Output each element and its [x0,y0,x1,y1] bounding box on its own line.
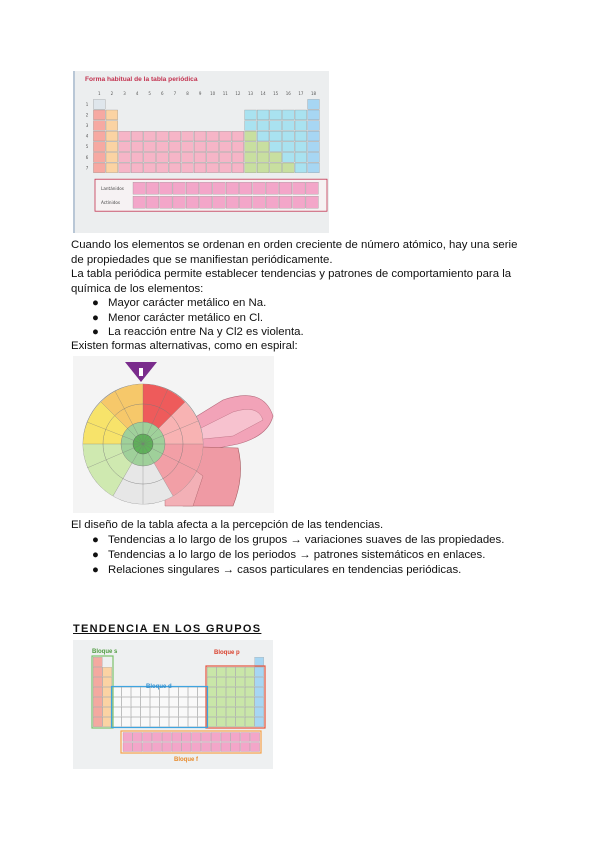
list-item-text: Menor carácter metálico en Cl. [108,312,264,324]
period-number: 5 [85,144,89,150]
element-cell [270,110,282,120]
element-cell [179,707,188,716]
element-cell [188,687,197,696]
group-number: 17 [298,91,304,96]
element-cell [169,131,181,141]
element-cell [306,196,319,208]
element-cell [156,131,168,141]
element-cell [179,687,188,696]
element-cell [293,182,306,194]
element-cell [123,733,132,742]
element-cell [250,743,259,752]
paragraph-trends: La tabla periódica permite establecer tendencias y patrones de comportamiento para la química de los elementos: [71,268,512,295]
group-number: 8 [186,91,189,96]
element-cell [245,677,254,686]
element-cell [201,733,210,742]
element-cell [211,743,220,752]
element-cell [103,677,112,686]
element-cell [236,707,245,716]
element-cell [255,707,264,716]
block-s-label: Bloque s [92,649,118,655]
element-cell [103,697,112,706]
element-cell [219,152,231,162]
element-cell [270,142,282,152]
element-cell [93,657,102,666]
element-cell [245,717,254,726]
periodic-blocks-graphic [73,640,273,769]
element-cell [295,131,307,141]
period-number: 1 [85,101,89,107]
element-cell [266,182,279,194]
element-cell [308,142,320,152]
element-cell [112,697,121,706]
element-cell [198,697,207,706]
element-cell [144,131,156,141]
element-cell [245,152,257,162]
element-cell [143,733,152,742]
element-cell [152,743,161,752]
element-cell [255,667,264,676]
element-cell [231,743,240,752]
element-cell [179,697,188,706]
element-cell [236,697,245,706]
element-cell [106,142,118,152]
element-cell [213,196,226,208]
element-cell [172,733,181,742]
element-cell [119,163,131,173]
element-cell [141,707,150,716]
period-number: 2 [85,112,89,118]
element-cell [219,131,231,141]
element-cell [257,121,269,131]
element-cell [169,142,181,152]
element-cell [123,743,132,752]
bullet-icon: ● [92,534,99,546]
element-cell [162,733,171,742]
element-cell [221,733,230,742]
element-cell [236,717,245,726]
element-cell [182,163,194,173]
element-cell [255,657,264,666]
element-cell [308,121,320,131]
element-cell [106,110,118,120]
element-cell [201,743,210,752]
element-cell [200,196,213,208]
element-cell [295,110,307,120]
element-cell [112,687,121,696]
lanthanides-label: Lantánidos [101,186,124,192]
element-cell [144,163,156,173]
group-number: 12 [235,91,241,96]
element-cell [103,707,112,716]
element-cell [93,717,102,726]
element-cell [131,687,140,696]
group-number: 10 [210,91,216,96]
element-cell [162,743,171,752]
element-cell [194,142,206,152]
element-cell [306,182,319,194]
element-cell [156,142,168,152]
element-cell [156,152,168,162]
group-number: 2 [110,91,114,96]
element-cell [169,697,178,706]
bullet-icon: ● [92,564,99,576]
element-cell [188,697,197,706]
element-cell [119,131,131,141]
element-cell [282,152,294,162]
element-cell [93,152,105,162]
element-cell [198,707,207,716]
element-cell [179,717,188,726]
element-cell [245,121,257,131]
periodic-table-image [73,71,329,233]
element-cell [255,677,264,686]
element-cell [150,707,159,716]
element-cell [241,733,250,742]
element-cell [257,142,269,152]
element-cell [253,196,266,208]
element-cell [192,733,201,742]
element-cell [255,697,264,706]
element-cell [182,152,194,162]
paragraph-design: El diseño de la tabla afecta a la percepción de las tendencias. [71,519,384,531]
bullet-icon: ● [92,312,99,324]
element-cell [239,196,252,208]
bullet-icon: ● [92,326,99,338]
period-number: 6 [85,154,89,160]
element-cell [282,121,294,131]
element-cell [160,707,169,716]
element-cell [207,131,219,141]
element-cell [133,733,142,742]
element-cell [93,163,105,173]
element-cell [133,182,146,194]
element-cell [257,131,269,141]
group-number: 3 [123,91,126,96]
element-cell [217,687,226,696]
element-cell [217,667,226,676]
element-cell [133,743,142,752]
bullet-icon: ● [92,297,99,309]
element-cell [308,131,320,141]
element-cell [257,152,269,162]
element-cell [182,743,191,752]
element-cell [270,121,282,131]
list-item-text: Tendencias a lo largo de los grupos → variaciones suaves de las propiedades. [108,534,505,546]
list-item-text: Relaciones singulares → casos particulares en tendencias periódicas. [108,564,462,576]
element-cell [106,152,118,162]
element-cell [226,717,235,726]
element-cell [186,182,199,194]
period-number: 3 [85,123,89,128]
group-number: 5 [148,91,151,96]
element-cell [253,182,266,194]
element-cell [200,182,213,194]
element-cell [131,152,143,162]
element-cell [236,667,245,676]
group-number: 15 [273,91,279,96]
element-cell [207,687,216,696]
spiral-table-graphic [73,356,274,513]
element-cell [270,152,282,162]
element-cell [207,152,219,162]
element-cell [241,743,250,752]
element-cell [106,121,118,131]
element-cell [182,142,194,152]
group-number: 18 [310,91,317,96]
group-number: 7 [173,91,177,96]
group-number: 11 [222,91,228,96]
element-cell [169,707,178,716]
element-cell [295,121,307,131]
group-number: 4 [135,91,139,96]
element-cell [188,707,197,716]
element-cell [112,717,121,726]
element-cell [217,717,226,726]
element-cell [245,667,254,676]
paragraph-periodicity: Cuando los elementos se ordenan en orden creciente de número atómico, hay una serie de propiedades que se manifiestan periódicamente. [71,239,518,266]
element-cell [232,163,244,173]
element-cell [207,677,216,686]
element-cell [282,131,294,141]
element-cell [93,142,105,152]
element-cell [282,142,294,152]
group-number: 16 [285,91,291,96]
element-cell [169,152,181,162]
element-cell [295,152,307,162]
list-item-text: Tendencias a lo largo de los periodos → patrones sistemáticos en enlaces. [108,549,486,561]
element-cell [257,163,269,173]
element-cell [173,196,186,208]
element-cell [217,677,226,686]
element-cell [245,697,254,706]
element-cell [207,707,216,716]
element-cell [150,717,159,726]
element-cell [131,707,140,716]
element-cell [207,163,219,173]
element-cell [250,733,259,742]
element-cell [255,687,264,696]
block-p-label: Bloque p [214,650,240,656]
element-cell [131,697,140,706]
element-cell [279,196,292,208]
periodic-table-graphic [75,71,329,233]
element-cell [106,163,118,173]
element-cell [173,182,186,194]
element-cell [122,717,131,726]
element-cell [143,743,152,752]
element-cell [226,697,235,706]
element-cell [226,196,239,208]
element-cell [295,142,307,152]
block-d-label: Bloque d [146,684,172,690]
element-cell [188,717,197,726]
periodic-blocks-image [73,640,273,769]
block-f-label: Bloque f [174,757,198,763]
element-cell [282,110,294,120]
element-cell [245,110,257,120]
element-cell [192,743,201,752]
element-cell [207,697,216,706]
element-cell [207,142,219,152]
period-number: 7 [85,165,89,171]
element-cell [194,131,206,141]
element-cell [182,131,194,141]
element-cell [119,152,131,162]
element-cell [122,707,131,716]
element-cell [112,707,121,716]
element-cell [172,743,181,752]
element-cell [217,707,226,716]
element-cell [295,163,307,173]
element-cell [219,142,231,152]
element-cell [103,667,112,676]
element-cell [93,707,102,716]
group-number: 9 [198,91,202,96]
element-cell [245,707,254,716]
element-cell [255,717,264,726]
list-item-text: Mayor carácter metálico en Na. [108,297,267,309]
element-cell [182,733,191,742]
element-cell [282,163,294,173]
element-cell [217,697,226,706]
element-cell [266,196,279,208]
element-cell [146,182,159,194]
element-cell [122,687,131,696]
element-cell [221,743,230,752]
group-number: 13 [247,91,254,96]
element-cell [194,163,206,173]
element-cell [160,697,169,706]
element-cell [219,163,231,173]
paragraph-spiral: Existen formas alternativas, como en espiral: [71,340,298,352]
element-cell [131,131,143,141]
bullet-icon: ● [92,549,99,561]
element-cell [169,163,181,173]
period-number: 4 [85,133,89,139]
element-cell [245,687,254,696]
element-cell [308,163,320,173]
element-cell [141,697,150,706]
element-cell [133,196,146,208]
element-cell [93,687,102,696]
section-heading: TENDENCIA EN LOS GRUPOS [73,623,262,635]
element-cell [226,687,235,696]
element-cell [236,677,245,686]
element-cell [226,182,239,194]
element-cell [186,196,199,208]
element-cell [231,733,240,742]
spiral-table-image [73,356,274,513]
periodic-table-title: Forma habitual de la tabla periódica [85,76,198,83]
group-number: 1 [98,91,101,96]
element-cell [279,182,292,194]
element-cell [226,707,235,716]
element-cell [293,196,306,208]
element-cell [160,717,169,726]
element-cell [122,697,131,706]
group-number: 14 [260,91,266,96]
element-cell [232,142,244,152]
element-cell [144,152,156,162]
element-cell [103,687,112,696]
element-cell [150,697,159,706]
element-cell [93,697,102,706]
element-cell [257,110,269,120]
element-cell [93,667,102,676]
element-cell [93,677,102,686]
element-cell [144,142,156,152]
element-cell [239,182,252,194]
element-cell [146,196,159,208]
element-cell [232,131,244,141]
element-cell [119,142,131,152]
element-cell [93,121,105,131]
element-cell [156,163,168,173]
element-cell [245,131,257,141]
element-cell [207,667,216,676]
element-cell [207,717,216,726]
element-cell [308,99,320,109]
element-cell [198,717,207,726]
element-cell [194,152,206,162]
element-cell [131,163,143,173]
actinides-label: Actínidos [101,200,121,206]
element-cell [106,131,118,141]
element-cell [270,163,282,173]
element-cell [211,733,220,742]
element-cell [236,687,245,696]
element-cell [308,110,320,120]
element-cell [93,110,105,120]
element-cell [245,163,257,173]
element-cell [198,687,207,696]
element-cell [93,131,105,141]
element-cell [103,717,112,726]
element-cell [169,717,178,726]
element-cell [232,152,244,162]
element-cell [213,182,226,194]
element-cell [308,152,320,162]
element-cell [245,142,257,152]
element-cell [160,196,173,208]
element-cell [270,131,282,141]
group-number: 6 [161,91,164,96]
element-cell [141,717,150,726]
element-cell [226,667,235,676]
element-cell [226,677,235,686]
element-cell [93,99,105,109]
list-item-text: La reacción entre Na y Cl2 es violenta. [108,326,304,338]
element-cell [152,733,161,742]
element-cell [131,717,140,726]
element-cell [131,142,143,152]
element-cell [160,182,173,194]
